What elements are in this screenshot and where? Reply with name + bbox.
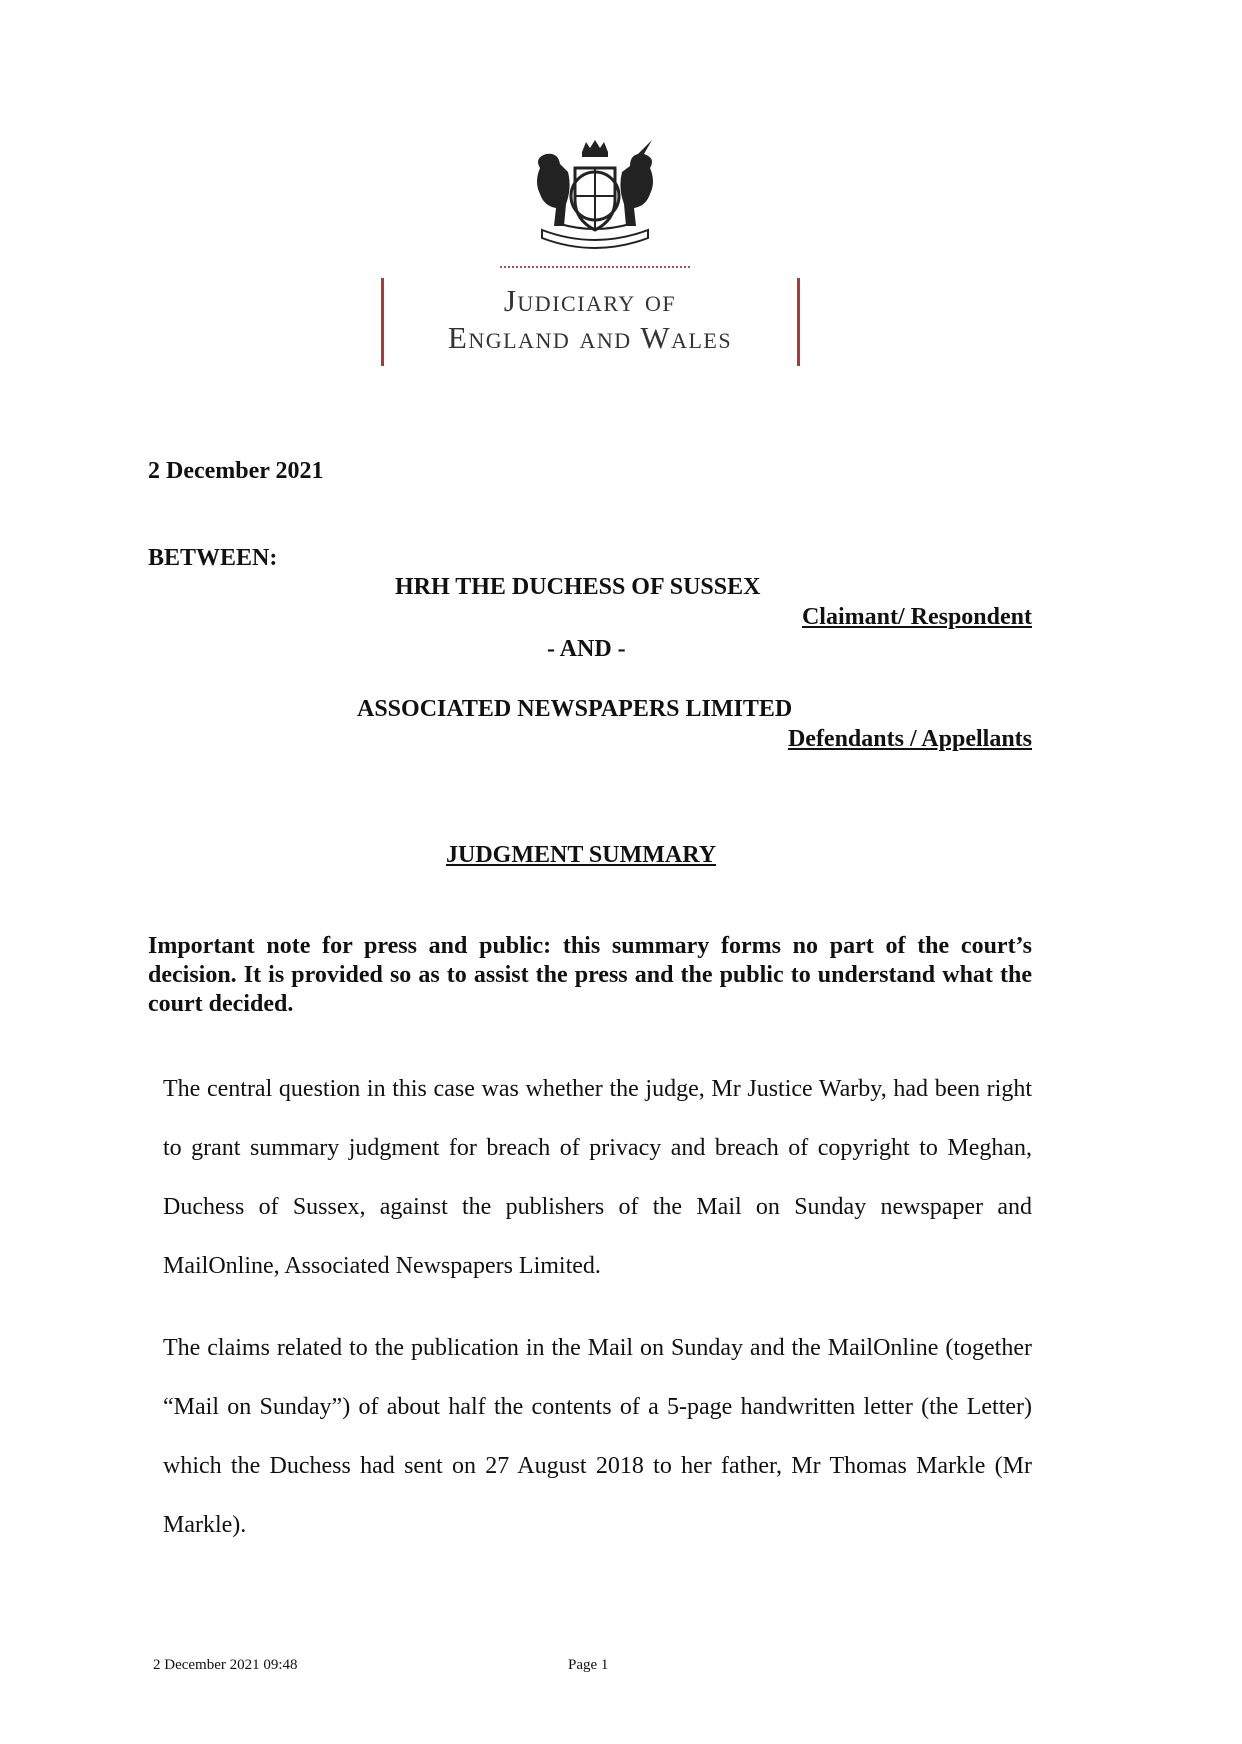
between-label: BETWEEN: xyxy=(148,545,278,571)
wordmark-line-2: England and Wales xyxy=(447,320,733,355)
letterhead-rule-left xyxy=(381,278,384,366)
and-separator: - AND - xyxy=(547,636,626,662)
defendant-role: Defendants / Appellants xyxy=(787,726,1032,752)
judiciary-wordmark xyxy=(390,282,790,356)
claimant-name: HRH THE DUCHESS OF SUSSEX xyxy=(395,574,761,600)
wordmark-line-1: Judiciary of xyxy=(503,283,677,318)
footer-timestamp: 2 December 2021 09:48 xyxy=(153,1657,298,1673)
footer-page-number: Page 1 xyxy=(568,1657,609,1673)
body-paragraph: The claims related to the publication in the Mail on Sunday and the MailOnline (together “Mail on Sunday”) of about half the contents of a 5-page handwritten letter (the Letter) which the Duchess had sent on 27 August 2018 to her father, Mr Thomas Markle (Mr Markle). xyxy=(163,1335,1032,1538)
claimant-role: Claimant/ Respondent xyxy=(801,604,1032,630)
press-note: Important note for press and public: this summary forms no part of the court’s decision. It is provided so as to assist the press and the public to understand what the court decided. xyxy=(148,933,1032,1017)
body-paragraph: The central question in this case was whether the judge, Mr Justice Warby, had been right to grant summary judgment for breach of privacy and breach of copyright to Meghan, Duchess of Sussex, against the publishers of the Mail on Sunday newspaper and MailOnline, Associated Newspapers Limited. xyxy=(163,1076,1032,1279)
document-date: 2 December 2021 xyxy=(148,458,324,484)
letterhead-rule-right xyxy=(797,278,800,366)
royal-coat-of-arms-icon xyxy=(520,138,670,258)
decorative-dotted-rule xyxy=(500,266,690,268)
defendant-name: ASSOCIATED NEWSPAPERS LIMITED xyxy=(357,696,793,722)
page-title: JUDGMENT SUMMARY xyxy=(446,842,717,868)
